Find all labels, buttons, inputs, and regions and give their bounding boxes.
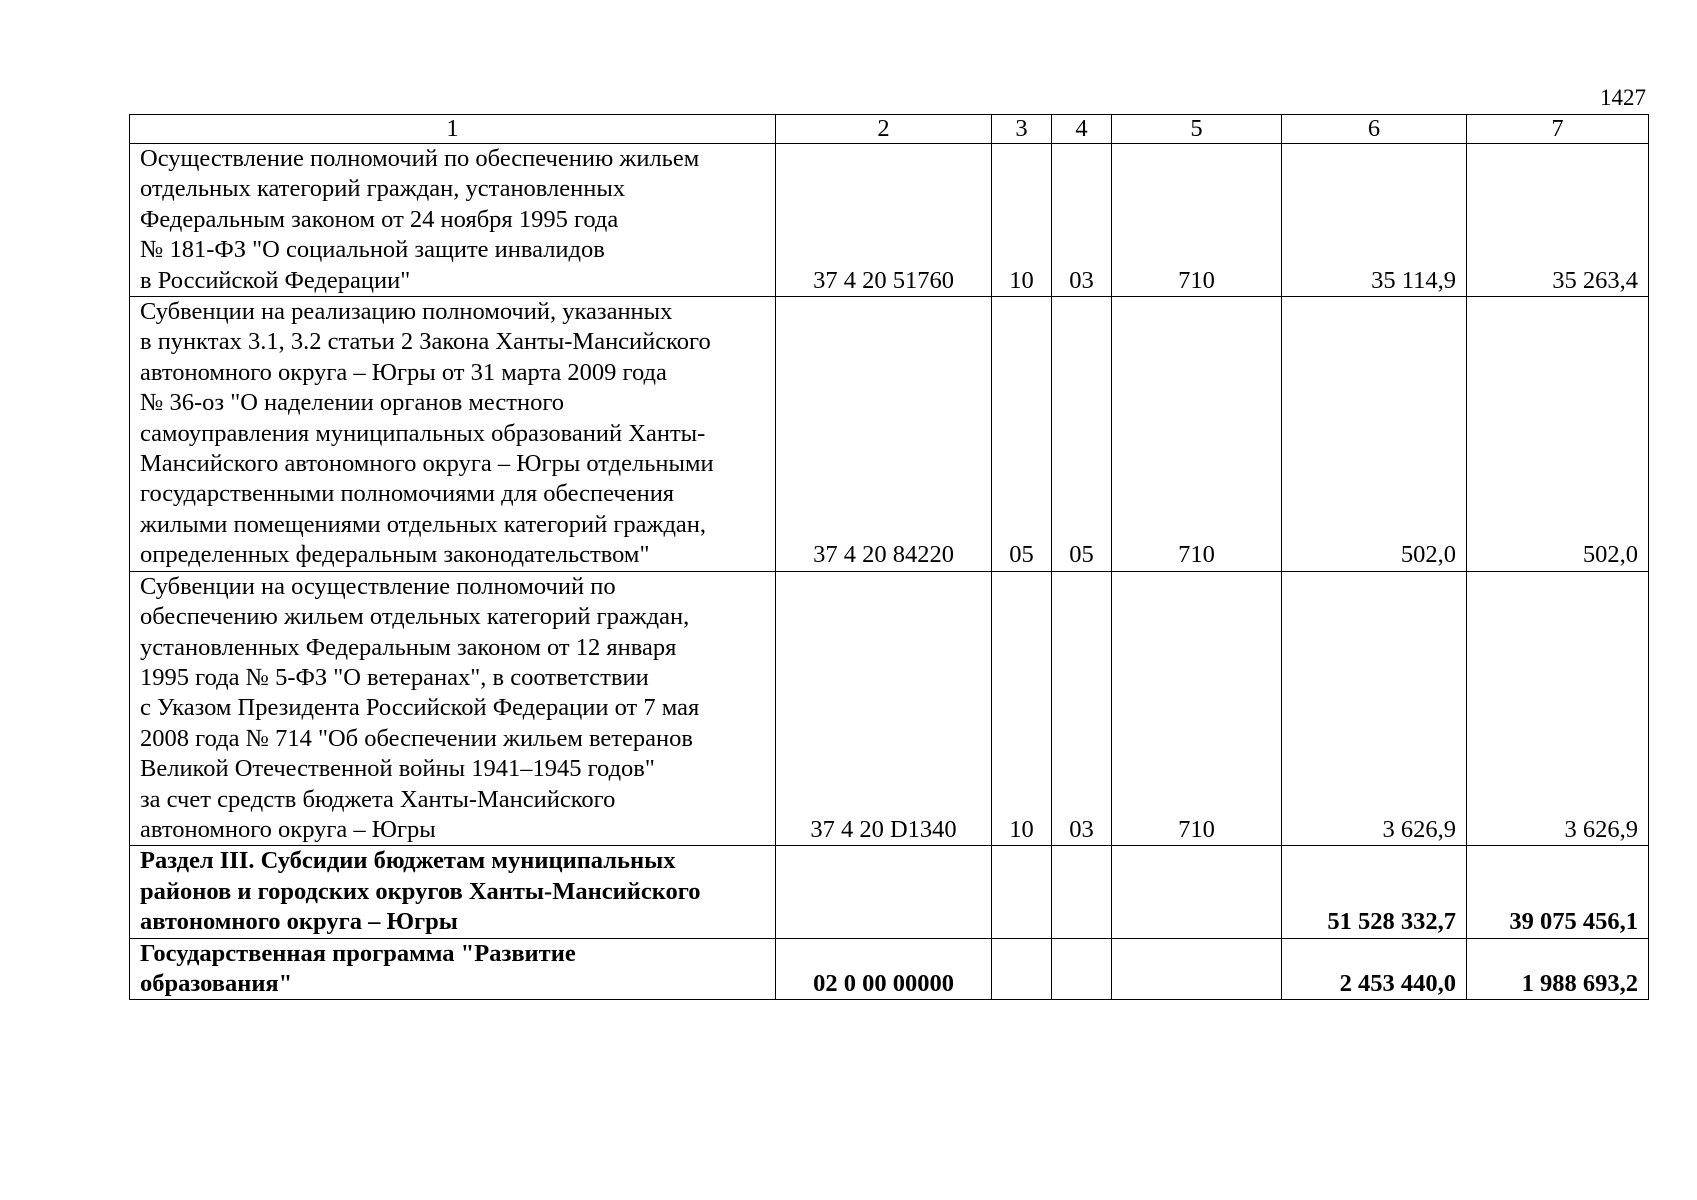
row-expense-type-cell: 710 xyxy=(1112,297,1282,572)
row-amount-6-cell: 51 528 332,7 xyxy=(1282,846,1467,938)
header-col-1: 1 xyxy=(130,115,776,144)
table-row-section xyxy=(130,846,1649,938)
name-line: установленных Федеральным законом от 12 января xyxy=(140,633,677,661)
row-subsection-cell xyxy=(1052,938,1112,1000)
header-row xyxy=(130,115,1649,144)
row-amount-7-cell: 1 988 693,2 xyxy=(1467,938,1649,1000)
header-col-4: 4 xyxy=(1052,115,1112,144)
name-line: Мансийского автономного округа – Югры отдельными xyxy=(140,450,714,478)
row-code-cell: 02 0 00 00000 xyxy=(776,938,992,1000)
row-name-cell xyxy=(130,938,776,1000)
row-code-cell xyxy=(776,846,992,938)
row-section-cell: 05 xyxy=(992,297,1052,572)
row-section-cell: 10 xyxy=(992,571,1052,846)
header-col-3: 3 xyxy=(992,115,1052,144)
row-section-cell xyxy=(992,938,1052,1000)
row-subsection-cell: 03 xyxy=(1052,571,1112,846)
row-subsection-cell: 05 xyxy=(1052,297,1112,572)
row-name-cell xyxy=(130,571,776,846)
header-col-6: 6 xyxy=(1282,115,1467,144)
row-name-cell xyxy=(130,297,776,572)
name-line: Государственная программа "Развитие xyxy=(140,939,576,967)
row-amount-7-cell: 502,0 xyxy=(1467,297,1649,572)
name-line: за счет средств бюджета Ханты-Мансийского xyxy=(140,785,616,813)
row-code-cell: 37 4 20 51760 xyxy=(776,144,992,297)
name-line: самоуправления муниципальных образований Ханты- xyxy=(140,419,706,447)
name-line: отдельных категорий граждан, установленных xyxy=(140,175,626,203)
header-col-2: 2 xyxy=(776,115,992,144)
name-line: жилыми помещениями отдельных категорий граждан, xyxy=(140,510,707,538)
name-line: Федеральным законом от 24 ноября 1995 года xyxy=(140,205,619,233)
row-expense-type-cell: 710 xyxy=(1112,571,1282,846)
row-amount-7-cell: 3 626,9 xyxy=(1467,571,1649,846)
name-line: автономного округа – Югры от 31 марта 2009 года xyxy=(140,358,667,386)
name-line: обеспечению жильем отдельных категорий граждан, xyxy=(140,603,690,631)
row-amount-6-cell: 3 626,9 xyxy=(1282,571,1467,846)
name-line: определенных федеральным законодательством" xyxy=(140,541,650,569)
budget-table xyxy=(129,114,1649,1000)
row-name-cell xyxy=(130,846,776,938)
name-line: Субвенции на реализацию полномочий, указанных xyxy=(140,298,673,326)
row-code-cell: 37 4 20 D1340 xyxy=(776,571,992,846)
name-line: № 36-оз "О наделении органов местного xyxy=(140,389,565,417)
name-line: автономного округа – Югры xyxy=(140,908,458,936)
row-code-cell: 37 4 20 84220 xyxy=(776,297,992,572)
row-expense-type-cell xyxy=(1112,938,1282,1000)
name-line: в пунктах 3.1, 3.2 статьи 2 Закона Ханты-Мансийского xyxy=(140,328,711,356)
row-subsection-cell: 03 xyxy=(1052,144,1112,297)
table-row xyxy=(130,571,1649,846)
page-number: 1427 xyxy=(1600,85,1646,110)
row-amount-7-cell: 39 075 456,1 xyxy=(1467,846,1649,938)
name-line: Раздел III. Субсидии бюджетам муниципальных xyxy=(140,847,676,875)
name-line: в Российской Федерации" xyxy=(140,266,411,294)
name-line: образования" xyxy=(140,969,293,997)
name-line: с Указом Президента Российской Федерации от 7 мая xyxy=(140,694,700,722)
row-section-cell: 10 xyxy=(992,144,1052,297)
row-amount-6-cell: 502,0 xyxy=(1282,297,1467,572)
table-row xyxy=(130,297,1649,572)
header-col-5: 5 xyxy=(1112,115,1282,144)
name-line: № 181-ФЗ "О социальной защите инвалидов xyxy=(140,236,605,264)
row-amount-6-cell: 35 114,9 xyxy=(1282,144,1467,297)
row-subsection-cell xyxy=(1052,846,1112,938)
table-row xyxy=(130,144,1649,297)
row-amount-7-cell: 35 263,4 xyxy=(1467,144,1649,297)
row-section-cell xyxy=(992,846,1052,938)
row-expense-type-cell: 710 xyxy=(1112,144,1282,297)
row-name-cell xyxy=(130,144,776,297)
row-amount-6-cell: 2 453 440,0 xyxy=(1282,938,1467,1000)
name-line: Великой Отечественной войны 1941–1945 годов" xyxy=(140,755,655,783)
header-col-7: 7 xyxy=(1467,115,1649,144)
table-row-program xyxy=(130,938,1649,1000)
row-expense-type-cell xyxy=(1112,846,1282,938)
name-line: Осуществление полномочий по обеспечению жильем xyxy=(140,145,700,172)
name-line: 2008 года № 714 "Об обеспечении жильем ветеранов xyxy=(140,724,693,752)
name-line: районов и городских округов Ханты-Мансийского xyxy=(140,877,701,905)
name-line: Субвенции на осуществление полномочий по xyxy=(140,572,616,600)
name-line: автономного округа – Югры xyxy=(140,815,436,843)
name-line: государственными полномочиями для обеспечения xyxy=(140,480,675,508)
name-line: 1995 года № 5-ФЗ "О ветеранах", в соответствии xyxy=(140,663,649,691)
